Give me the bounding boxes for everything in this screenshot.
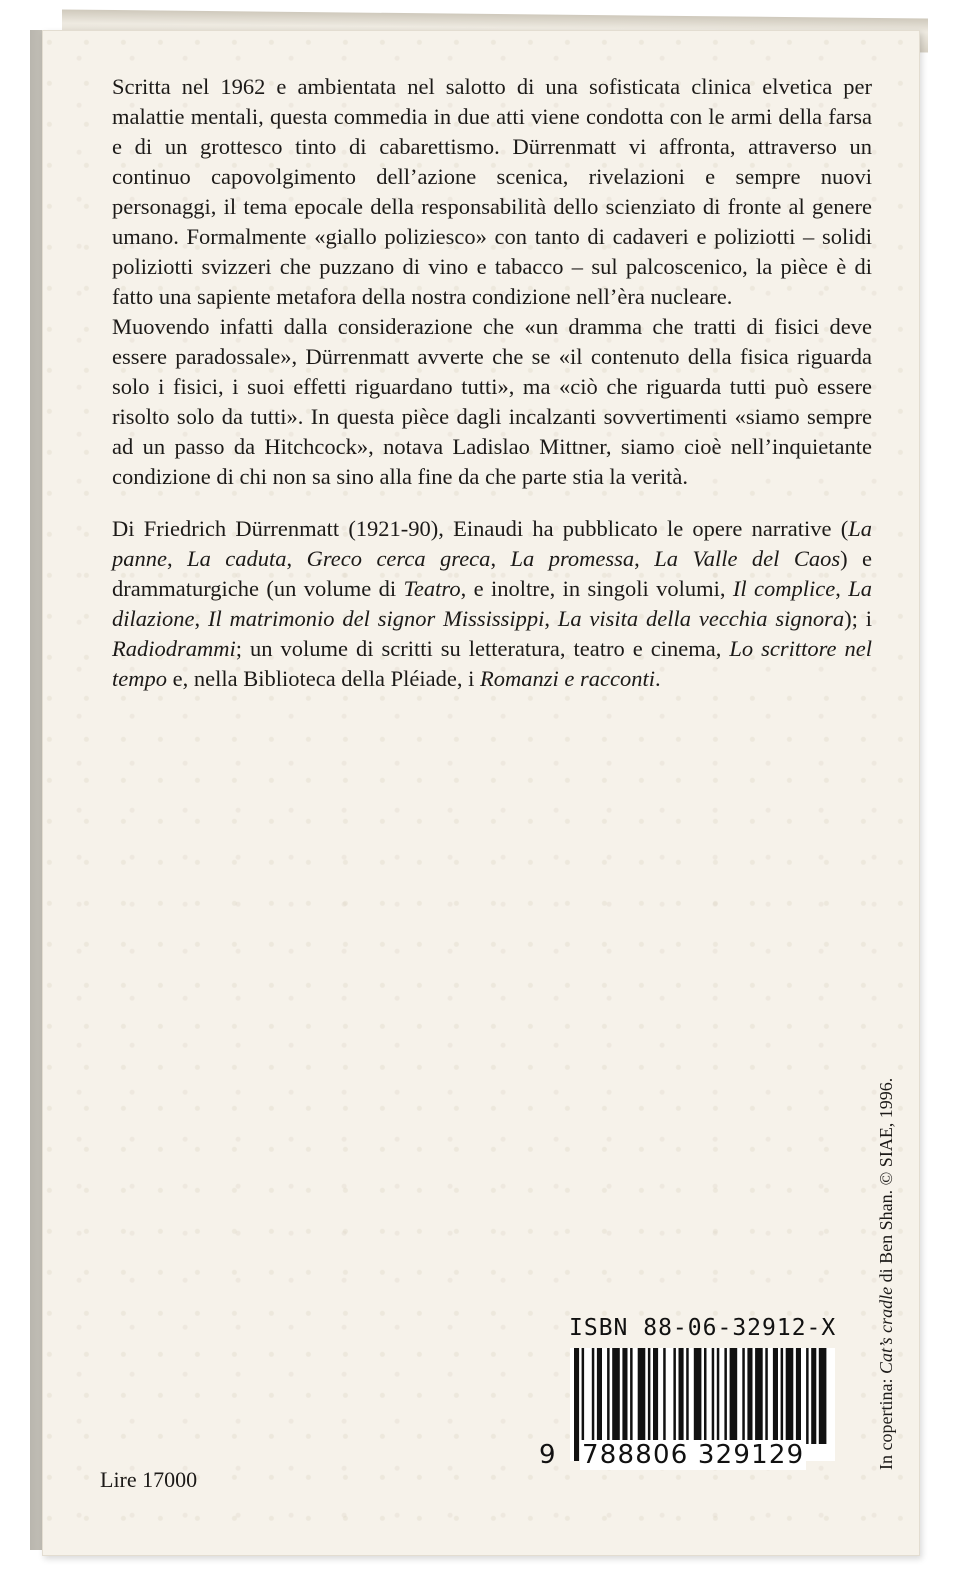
work-title: La dilazione <box>112 576 872 631</box>
credit-prefix: In copertina: <box>876 1374 896 1470</box>
barcode-bar <box>686 1348 689 1444</box>
isbn-label: ISBN 88-06-32912-X <box>569 1315 837 1341</box>
credit-artwork-title: Cat’s cradle <box>876 1286 896 1375</box>
barcode-bar <box>673 1348 676 1444</box>
barcode-bar <box>765 1348 768 1444</box>
text-run: , <box>167 546 188 571</box>
work-title: Il complice <box>732 576 836 601</box>
blurb-paragraph-1: Scritta nel 1962 e ambientata nel salotto di una sofisticata clinica elvetica per malattie mentali, questa commedia in due atti viene condotta con le armi della farsa e di un grottesco tinto di cabarettismo. Dürrenmatt vi affronta, attraverso un continuo capovolgimento dell’azione scenica, rivelazioni e sempre nuovi personaggi, il tema epocale della responsabilità dello scienziato di fronte al genere umano. Formalmente «giallo poliziesco» con tanto di cadaveri e poliziotti – solidi poliziotti svizzeri che puzzano di vino e tabacco – sul palcoscenico, la pièce è di fatto una sapiente metafora della nostra condizione nell’èra nucleare. <box>112 74 872 309</box>
blurb-paragraph-2: Muovendo infatti dalla considerazione che «un dramma che tratti di fisici deve essere paradossale», Dürrenmatt avverte che se «il contenuto della fisica riguarda solo i fisici, i suoi effetti riguardano tutti», ma «ciò che riguarda tutti può essere risolto solo da tutti». In questa pièce dagli incalzanti sovvertimenti «siamo sempre ad un passo da Hitchcock», notava Ladislao Mittner, siamo cioè nell’inquietante condizione di chi non sa sino alla fine da che parte stia la verità. <box>112 314 872 489</box>
credit-suffix: di Ben Shan. © SIAE, 1996. <box>876 1077 896 1287</box>
barcode-bar <box>648 1348 651 1444</box>
back-cover-blurb <box>112 72 872 694</box>
barcode-bar <box>574 1348 579 1461</box>
text-run: , <box>544 606 558 631</box>
text-run: , <box>194 606 208 631</box>
text-run: , e inoltre, in singoli volumi, <box>460 576 733 601</box>
book-back-cover <box>42 30 920 1556</box>
barcode-bar <box>597 1348 602 1444</box>
barcode-bar <box>607 1348 610 1444</box>
barcode-bar <box>811 1348 816 1444</box>
text-run: . <box>654 666 661 691</box>
blurb-paragraph-author-works <box>112 514 872 694</box>
work-title: Lo scrittore nel tempo <box>112 636 873 691</box>
text-run: , <box>835 576 849 601</box>
barcode-bar <box>653 1348 658 1444</box>
barcode-bar <box>612 1348 620 1444</box>
barcode-bar <box>638 1348 646 1444</box>
work-title: Romanzi e racconti <box>480 666 655 691</box>
text-run: ); i <box>844 606 872 631</box>
text-run: ; un volume di scritti su letteratura, teatro e cinema, <box>235 636 730 661</box>
barcode-bar <box>582 1348 585 1444</box>
text-run: ) e drammaturgiche (un volume di <box>112 546 873 601</box>
work-title: La panne <box>112 516 872 571</box>
barcode-bar <box>663 1348 666 1444</box>
text-run: , <box>634 546 655 571</box>
ean-digits: 788806 329129 <box>582 1440 805 1470</box>
ean-first-digit: 9 <box>539 1440 556 1470</box>
barcode-bar <box>781 1348 784 1444</box>
barcode-bar <box>796 1348 801 1444</box>
barcode-bar <box>742 1348 745 1444</box>
barcode-bar <box>679 1348 684 1444</box>
text-run: e, nella Biblioteca della Pléiade, i <box>167 666 481 691</box>
text-run: , <box>490 546 511 571</box>
work-title: La Valle del Caos <box>654 546 841 571</box>
work-title: La caduta <box>187 546 287 571</box>
work-title: Radiodrammi <box>112 636 236 661</box>
work-title: La visita della vecchia signora <box>557 606 845 631</box>
barcode-bar <box>730 1348 738 1444</box>
work-title: Teatro <box>403 576 461 601</box>
barcode-bar <box>630 1348 633 1444</box>
barcode-bar <box>806 1348 809 1444</box>
barcode-bar <box>755 1348 763 1444</box>
barcode-bar <box>694 1348 702 1444</box>
barcode-bar <box>724 1348 727 1444</box>
barcode-bar <box>717 1348 720 1444</box>
work-title: Greco cerca greca <box>306 546 491 571</box>
barcode-bar <box>747 1348 752 1444</box>
barcode-bar <box>712 1348 715 1444</box>
text-run: Di Friedrich Dürrenmatt (1921-90), Einaudi ha pubblicato le opere narrative ( <box>112 516 849 541</box>
barcode-bar <box>786 1348 794 1444</box>
work-title: Il matrimonio del signor Mississippi <box>207 606 545 631</box>
text-run: , <box>286 546 307 571</box>
barcode-bar <box>592 1348 595 1444</box>
barcode-bar <box>622 1348 627 1444</box>
barcode-bar <box>819 1348 827 1444</box>
work-title: La promessa <box>510 546 635 571</box>
barcode-bar <box>773 1348 778 1444</box>
price-label: Lire 17000 <box>100 1467 198 1492</box>
cover-art-credit <box>876 1020 897 1470</box>
